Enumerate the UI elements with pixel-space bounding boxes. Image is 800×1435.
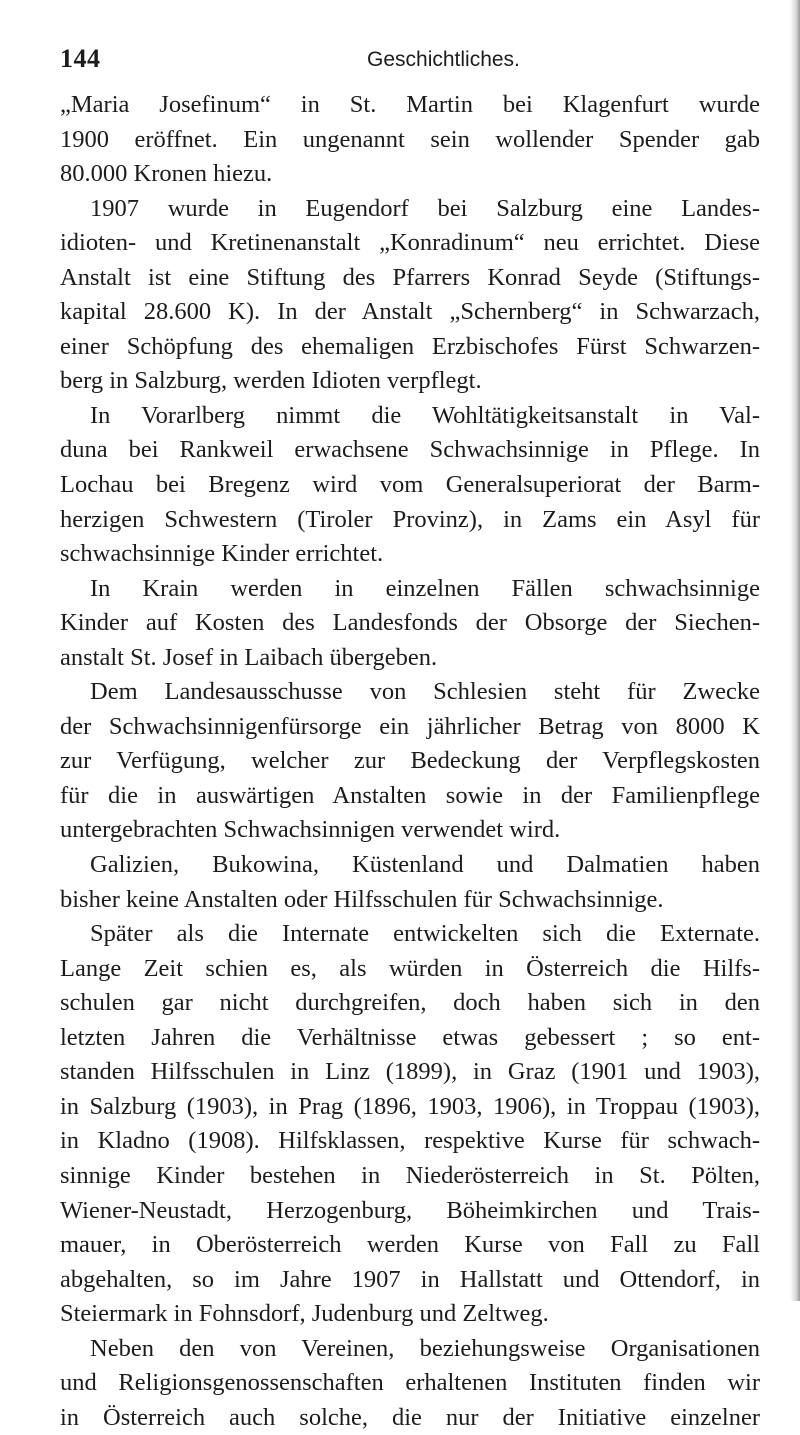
page-number: 144 [60, 44, 101, 73]
text-line: Neben den von Vereinen, beziehungsweise Organisationen [90, 1334, 760, 1362]
text-line: Kinder auf Kosten des Landesfonds der Obsorge der Siechen- [60, 609, 760, 637]
text-line: letzten Jahren die Verhältnisse etwas gebessert ; so ent- [60, 1023, 760, 1051]
text-line: Wiener-Neustadt, Herzogenburg, Böheimkirchen und Trais- [60, 1196, 760, 1224]
text-line: kapital 28.600 K). In der Anstalt „Schernberg“ in Schwarzach, [60, 298, 760, 326]
text-line: idioten- und Kretinenanstalt „Konradinum“ neu errichtet. Diese [60, 229, 760, 257]
text-line: mauer, in Oberösterreich werden Kurse von Fall zu Fall [60, 1231, 760, 1259]
text-line: einer Schöpfung des ehemaligen Erzbischofes Fürst Schwarzen- [60, 332, 760, 360]
text-line: in Österreich auch solche, die nur der Initiative einzelner [60, 1403, 760, 1431]
text-line: herzigen Schwestern (Tiroler Provinz), in Zams ein Asyl für [60, 505, 760, 533]
page-edge-shadow [790, 0, 800, 1301]
text-line: duna bei Rankweil erwachsene Schwachsinnige in Pflege. In [60, 436, 760, 464]
text-line: standen Hilfsschulen in Linz (1899), in Graz (1901 und 1903), [60, 1058, 760, 1086]
text-line: der Schwachsinnigenfürsorge ein jährlicher Betrag von 8000 K [60, 712, 760, 740]
body-text [60, 88, 760, 1435]
text-line: „Maria Josefinum“ in St. Martin bei Klagenfurt wurde [60, 91, 760, 118]
text-line: in Salzburg (1903), in Prag (1896, 1903, 1906), in Troppau (1903), [60, 1092, 760, 1120]
text-line: Steiermark in Fohnsdorf, Judenburg und Zeltweg. [60, 1300, 549, 1328]
text-line: bisher keine Anstalten oder Hilfsschulen für Schwachsinnige. [60, 885, 664, 913]
text-line: In Krain werden in einzelnen Fällen schwachsinnige [90, 574, 760, 602]
text-line: Galizien, Bukowina, Küstenland und Dalmatien haben [90, 851, 760, 879]
text-line: In Vorarlberg nimmt die Wohltätigkeitsanstalt in Val- [90, 401, 760, 429]
text-line: sinnige Kinder bestehen in Niederösterreich in St. Pölten, [60, 1161, 760, 1189]
text-line: Später als die Internate entwickelten sich die Externate. [90, 920, 760, 948]
text-line: für die in auswärtigen Anstalten sowie in der Familienpflege [60, 781, 760, 809]
text-line: 80.000 Kronen hiezu. [60, 160, 273, 188]
text-line: schwachsinnige Kinder errichtet. [60, 540, 384, 568]
text-line: 1900 eröffnet. Ein ungenannt sein wollender Spender gab [60, 125, 760, 153]
text-line: anstalt St. Josef in Laibach übergeben. [60, 643, 438, 671]
text-line: schulen gar nicht durchgreifen, doch haben sich in den [60, 989, 760, 1017]
text-line: abgehalten, so im Jahre 1907 in Hallstatt und Ottendorf, in [60, 1265, 760, 1293]
text-line: 1907 wurde in Eugendorf bei Salzburg eine Landes- [90, 194, 760, 222]
text-line: Lange Zeit schien es, als würden in Österreich die Hilfs- [60, 954, 760, 982]
running-title: Geschichtliches. [367, 48, 520, 71]
text-line: berg in Salzburg, werden Idioten verpflegt. [60, 367, 482, 395]
text-line: in Kladno (1908). Hilfsklassen, respektive Kurse für schwach- [60, 1127, 760, 1155]
page-header [60, 44, 760, 78]
text-line: untergebrachten Schwachsinnigen verwendet wird. [60, 816, 561, 844]
text-line: Lochau bei Bregenz wird vom Generalsuperiorat der Barm- [60, 471, 760, 499]
text-line: zur Verfügung, welcher zur Bedeckung der Verpflegskosten [60, 747, 760, 775]
text-line: und Religionsgenossenschaften erhaltenen Instituten finden wir [60, 1369, 760, 1397]
text-line: Dem Landesausschusse von Schlesien steht für Zwecke [90, 678, 760, 706]
text-line: Anstalt ist eine Stiftung des Pfarrers Konrad Seyde (Stiftungs- [60, 263, 760, 291]
